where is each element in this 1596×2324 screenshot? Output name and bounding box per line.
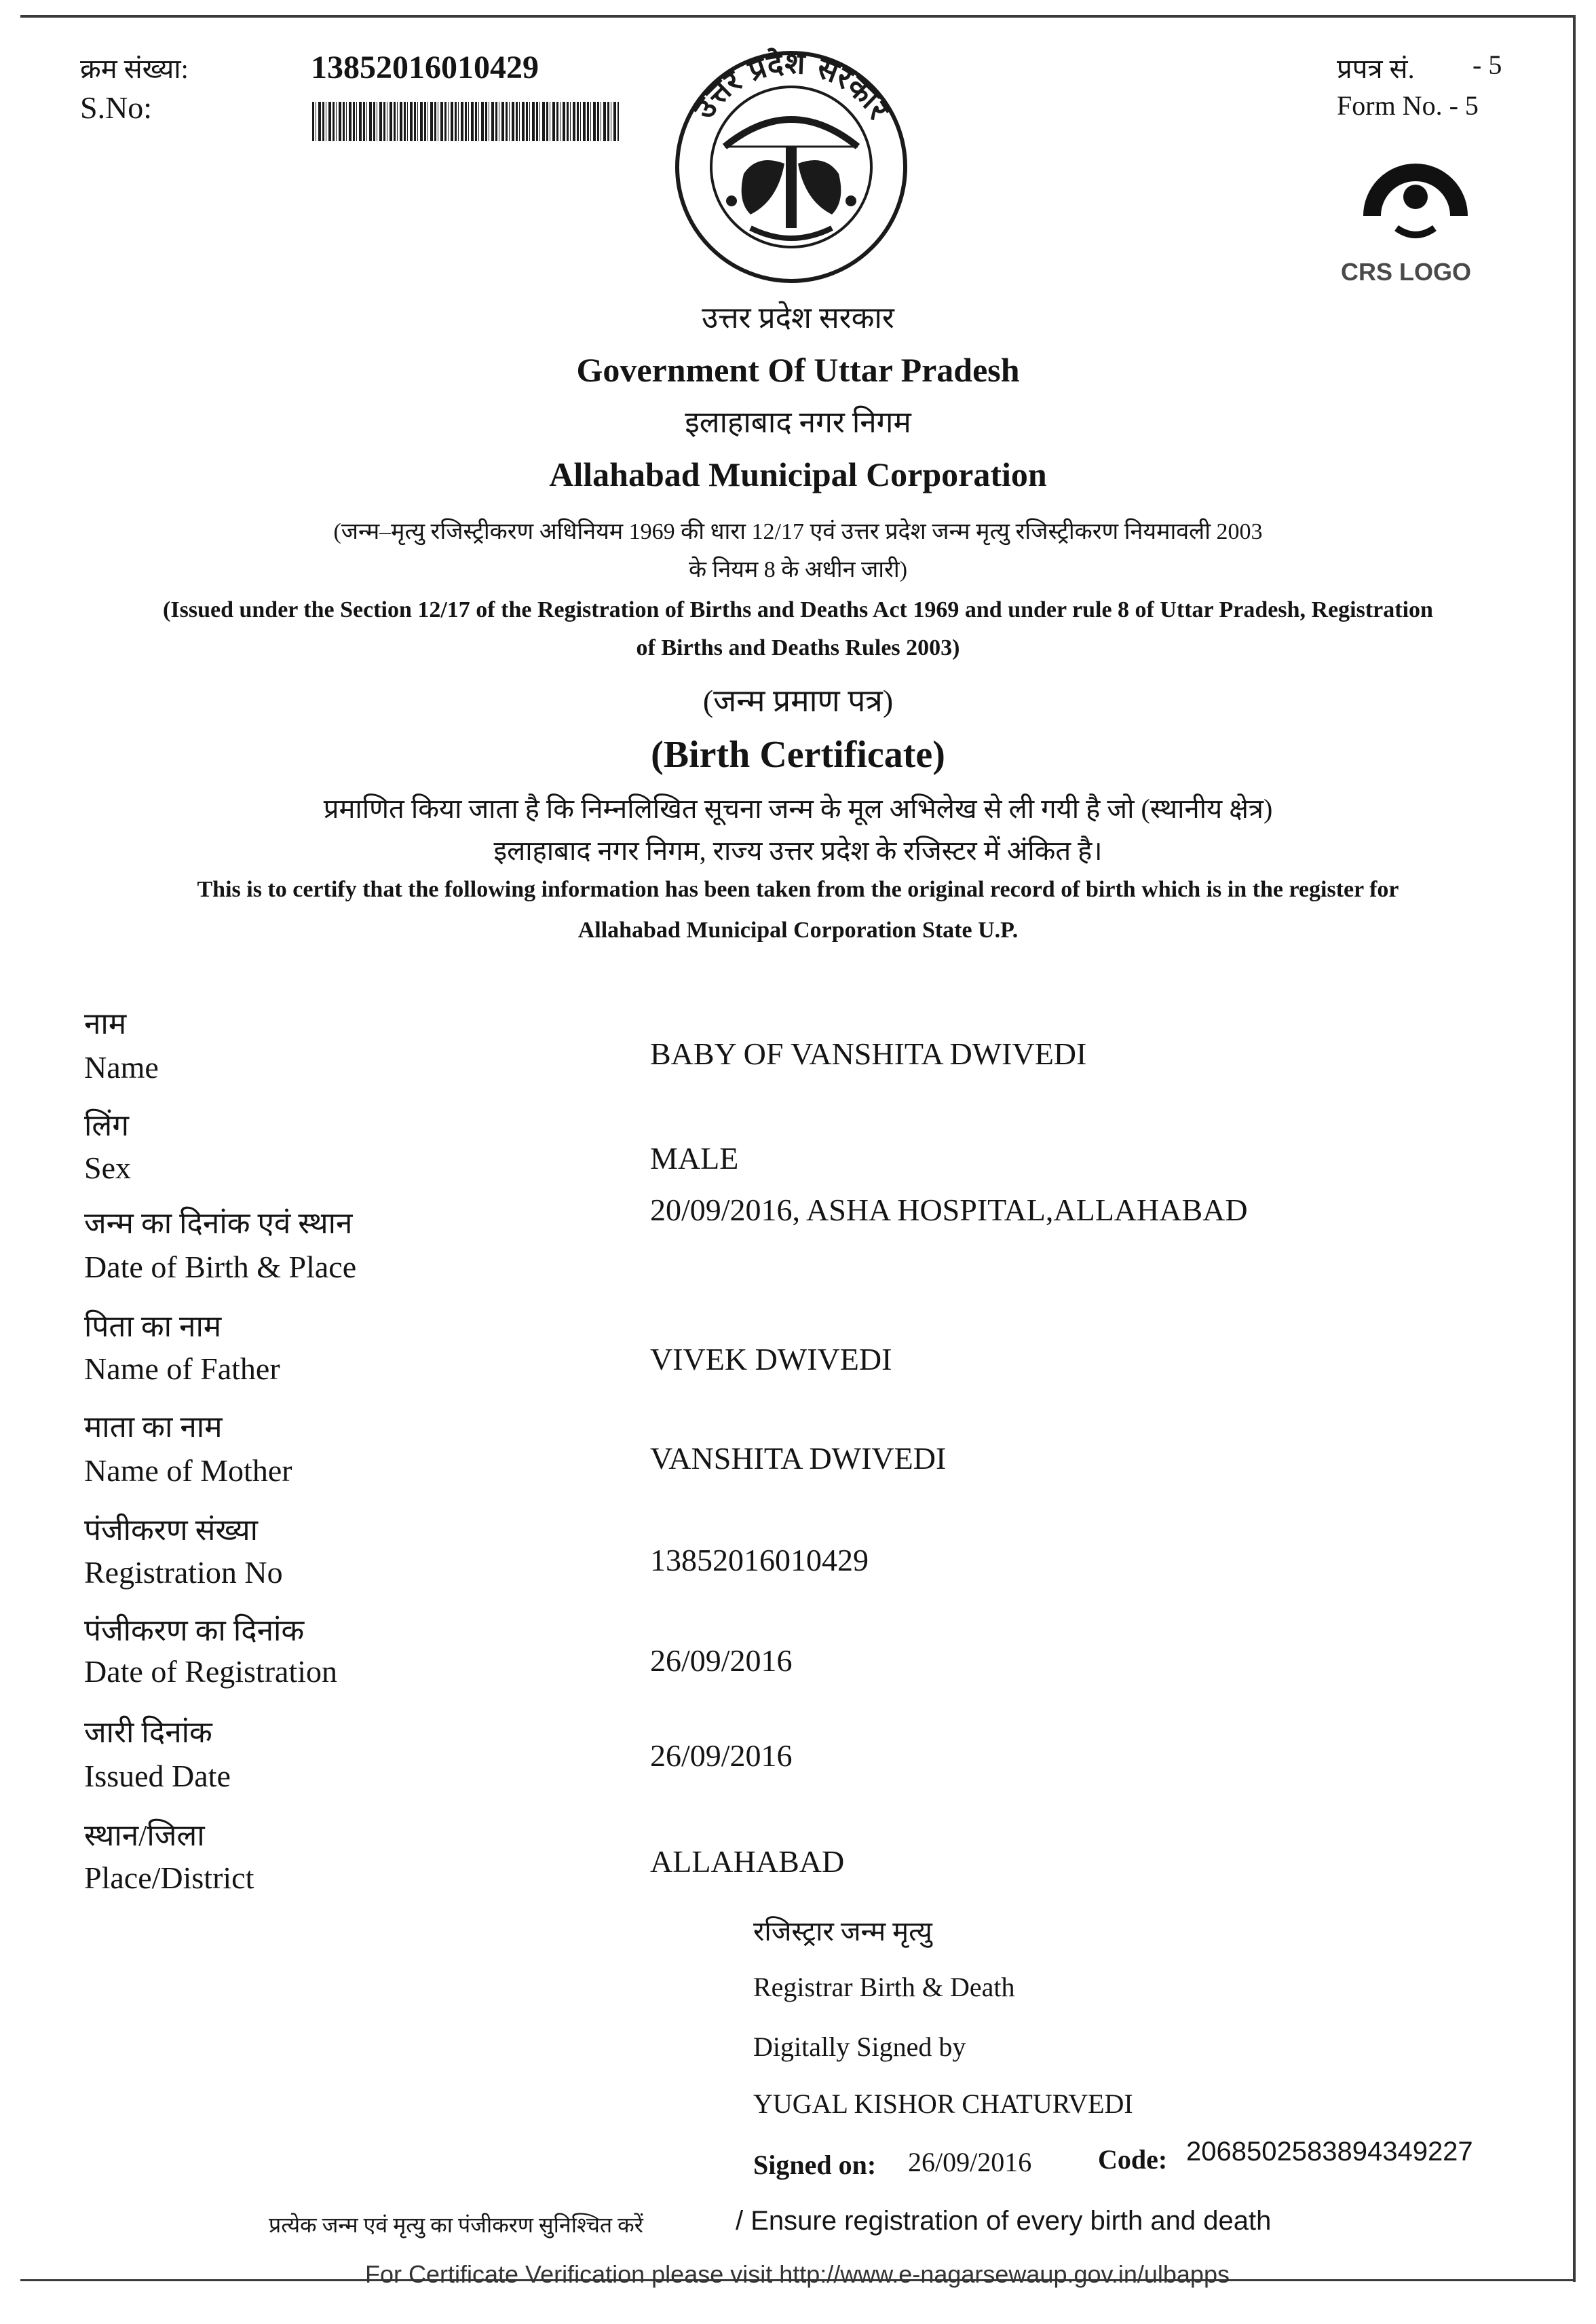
field-sex-label-en: Sex: [84, 1150, 131, 1185]
field-place-label-hi: स्थान/जिला: [84, 1819, 205, 1852]
field-regdate-label-en: Date of Registration: [84, 1654, 338, 1689]
page-border-top: [20, 15, 1576, 18]
govt-hi: उत्तर प्रदेश सरकार: [702, 301, 894, 335]
field-regno-label-en: Registration No: [84, 1555, 283, 1590]
form-label-hi: प्रपत्र सं.: [1337, 54, 1415, 84]
field-father-value: VIVEK DWIVEDI: [650, 1342, 892, 1376]
emblem-text: उत्तर प्रदेश सरकार: [687, 45, 896, 126]
code-value: 20685025838943492‍27: [1186, 2137, 1473, 2167]
field-issued-value: 26/09/2016: [650, 1738, 793, 1773]
footer-ensure-en: / Ensure registration of every birth and death: [736, 2206, 1272, 2236]
certify-en-line2: Allahabad Municipal Corporation State U.P.: [577, 918, 1019, 943]
crs-logo-icon: [1348, 140, 1483, 255]
act-hi-line2: के नियम 8 के अधीन जारी): [688, 557, 908, 582]
form-label-en: Form No. - 5: [1337, 90, 1479, 121]
field-sex-label-hi: लिंग: [84, 1109, 129, 1142]
sno-label-en: S.No:: [80, 90, 153, 125]
code-label: Code:: [1098, 2144, 1168, 2175]
footer-ensure-hi: प्रत्येक जन्म एवं मृत्यु का पंजीकरण सुनिश्चित करें: [269, 2213, 643, 2237]
corp-en: Allahabad Municipal Corporation: [549, 455, 1047, 493]
certificate-title-hi: (जन्म प्रमाण पत्र): [702, 683, 894, 718]
certify-hi-line1: प्रमाणित किया जाता है कि निम्नलिखित सूचना जन्म के मूल अभिलेख से ली गयी है जो (स्थानीय क्षेत्र): [323, 793, 1273, 824]
field-father-label-hi: पिता का नाम: [84, 1310, 222, 1343]
field-regno-value: 13852016010429: [650, 1543, 869, 1577]
sno-label-hi: क्रम संख्या:: [80, 54, 189, 84]
corp-hi: इलाहाबाद नगर निगम: [685, 406, 911, 439]
field-dob-value: 20/09/2016, ASHA HOSPITAL,ALLAHABAD: [650, 1193, 1248, 1227]
act-hi-line1: (जन्म–मृत्यु रजिस्ट्रीकरण अधिनियम 1969 की धारा 12/17 एवं उत्तर प्रदेश जन्म मृत्यु रजिस्ट्रीकरण नियमावली 2003: [333, 519, 1263, 544]
certify-en-line1: This is to certify that the following information has been taken from the original record of birth which is in the register for: [197, 877, 1399, 902]
field-mother-label-hi: माता का नाम: [84, 1410, 223, 1444]
field-sex-value: MALE: [650, 1141, 739, 1176]
field-father-label-en: Name of Father: [84, 1351, 280, 1386]
barcode-image: [312, 102, 619, 141]
field-dob-label-en: Date of Birth & Place: [84, 1250, 357, 1284]
field-name-label-hi: नाम: [84, 1007, 127, 1041]
certificate-title-en: (Birth Certificate): [651, 734, 945, 776]
signed-on-label: Signed on:: [753, 2150, 877, 2180]
up-govt-emblem: [669, 45, 913, 289]
registrar-title-en: Registrar Birth & Death: [753, 1972, 1015, 2002]
govt-en: Government Of Uttar Pradesh: [576, 351, 1020, 389]
sno-value: 13852016010429: [311, 50, 539, 86]
registrar-name: YUGAL KISHOR CHATURVEDI: [753, 2088, 1133, 2119]
field-issued-label-en: Issued Date: [84, 1759, 231, 1793]
field-mother-value: VANSHITA DWIVEDI: [650, 1441, 947, 1476]
field-regdate-label-hi: पंजीकरण का दिनांक: [84, 1614, 305, 1647]
act-en-line2: of Births and Deaths Rules 2003): [636, 635, 960, 660]
form-label-hi-value: - 5: [1472, 50, 1502, 80]
field-regdate-value: 26/09/2016: [650, 1643, 793, 1678]
act-en-line1: (Issued under the Section 12/17 of the Registration of Births and Deaths Act 1969 and under rule 8 of Uttar Pradesh, Registration: [163, 597, 1433, 622]
footer-verification-link[interactable]: For Certificate Verification please visit http://www.e-nagarsewaup.gov.in/ulbapps: [365, 2260, 1230, 2288]
field-issued-label-hi: जारी दिनांक: [84, 1716, 212, 1749]
field-place-value: ALLAHABAD: [650, 1844, 845, 1879]
certify-hi-line2: इलाहाबाद नगर निगम, राज्य उत्तर प्रदेश के रजिस्टर में अंकित है।: [493, 836, 1103, 866]
field-mother-label-en: Name of Mother: [84, 1453, 292, 1488]
field-place-label-en: Place/District: [84, 1860, 254, 1895]
registrar-title-hi: रजिस्ट्रार जन्म मृत्यु: [753, 1916, 932, 1947]
digitally-signed-by: Digitally Signed by: [753, 2031, 966, 2062]
field-dob-label-hi: जन्म का दिनांक एवं स्थान: [84, 1207, 353, 1240]
crs-logo-text: CRS LOGO: [1341, 258, 1472, 286]
field-regno-label-hi: पंजीकरण संख्या: [84, 1514, 259, 1547]
signed-on-value: 26/09/2016: [908, 2147, 1032, 2177]
field-name-label-en: Name: [84, 1050, 159, 1085]
field-name-value: BABY OF VANSHITA DWIVEDI: [650, 1036, 1087, 1071]
